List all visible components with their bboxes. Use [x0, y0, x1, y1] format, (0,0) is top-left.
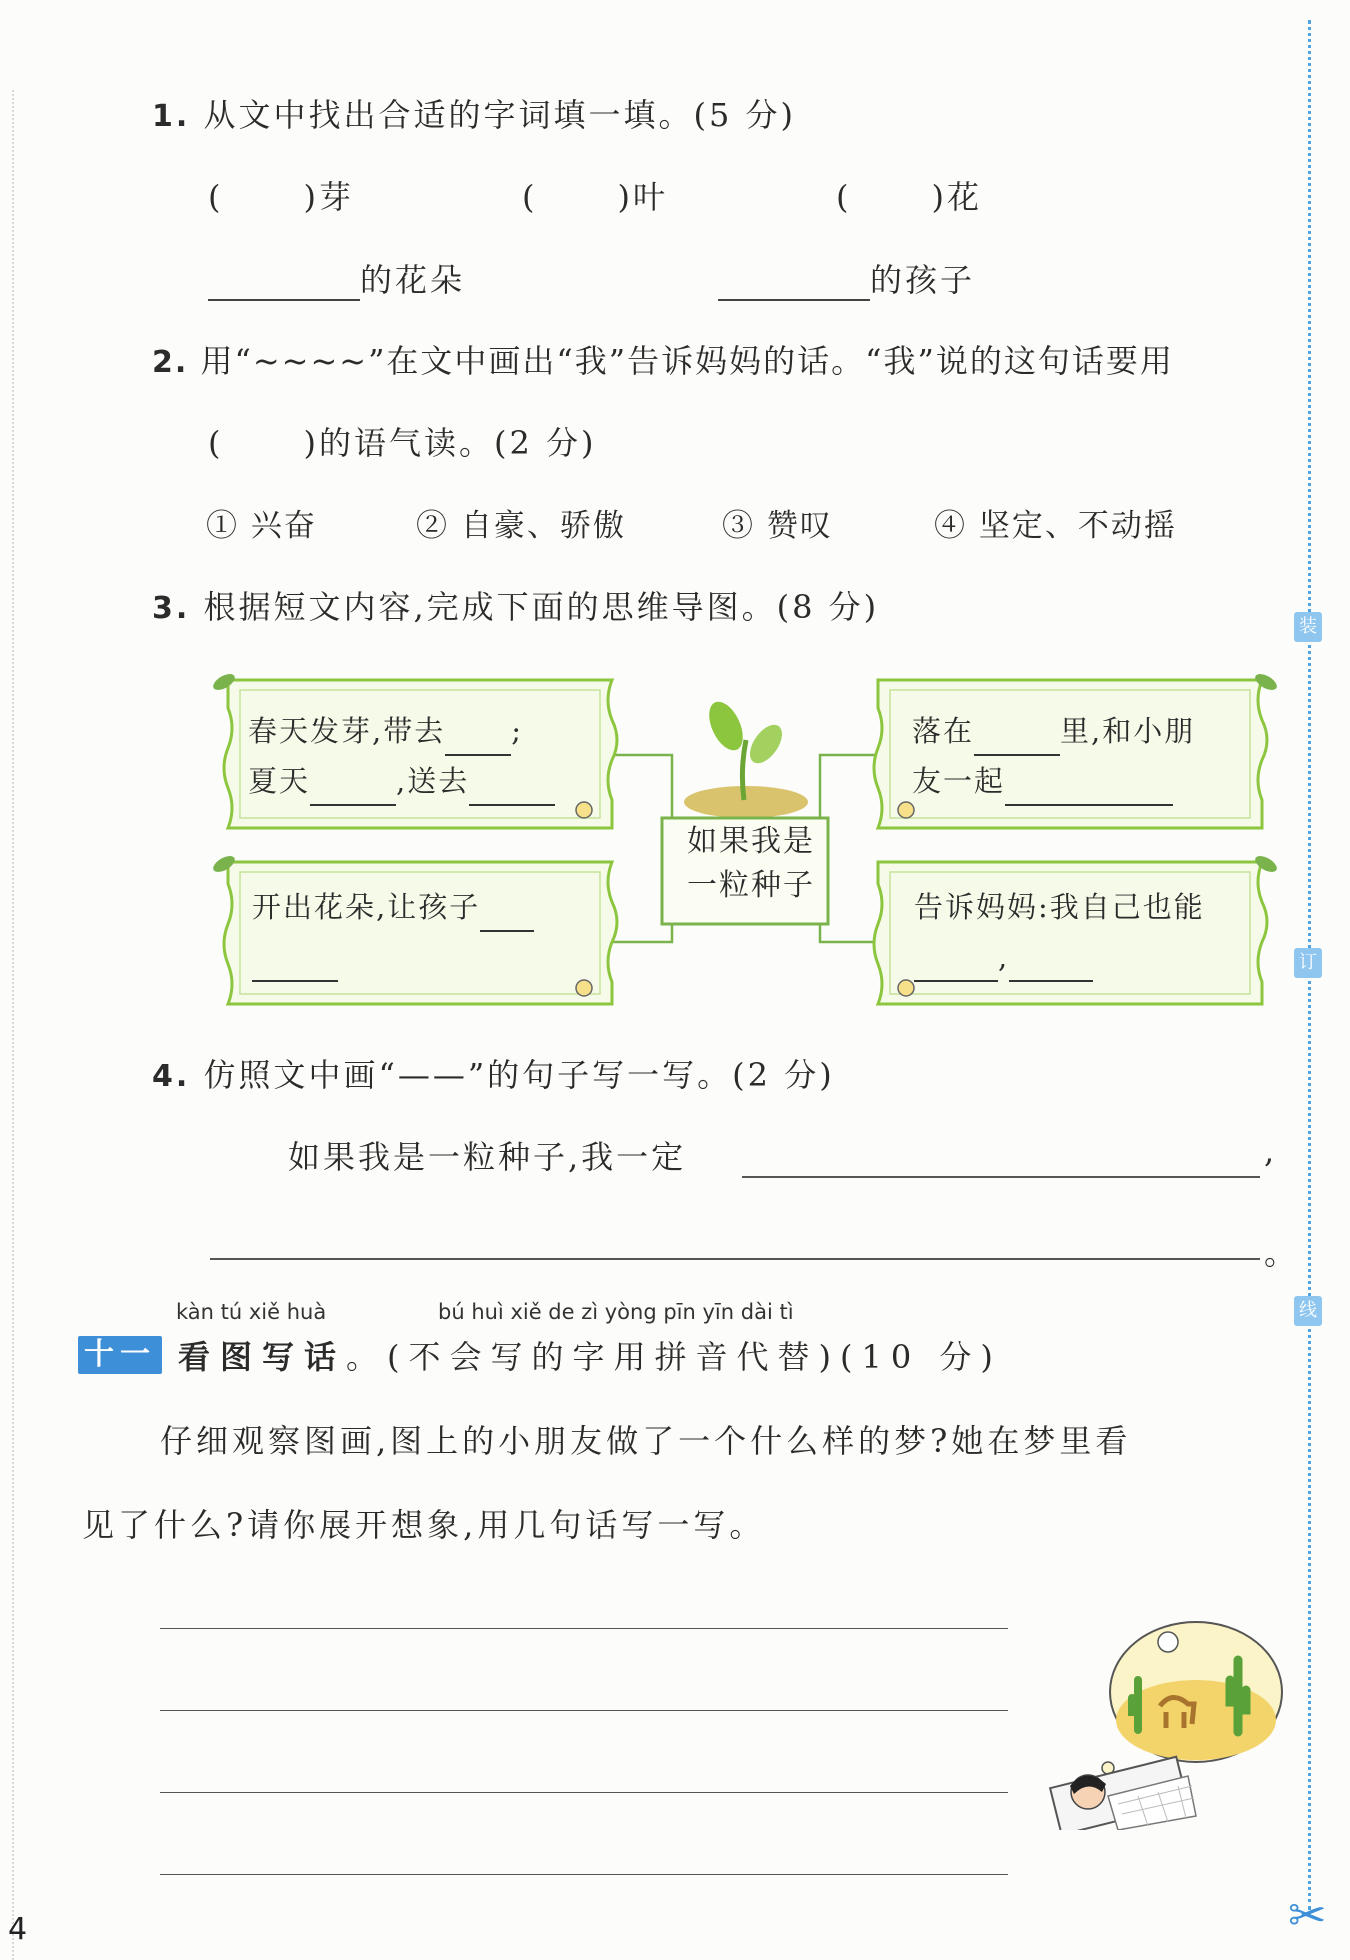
question-3 [152, 582, 879, 628]
blank-line[interactable] [1009, 950, 1093, 982]
q4-comma: , [1264, 1132, 1278, 1170]
scissors-icon: ✂ [1288, 1888, 1327, 1942]
q2-option-1[interactable]: ① 兴奋 [206, 508, 317, 544]
box1-line1-text: 春天发芽,带去 [248, 714, 446, 748]
center-line-2: 一粒种子 [687, 868, 815, 903]
q4-sentence: 如果我是一粒种子,我一定 [288, 1138, 687, 1176]
mind-map-center [676, 820, 826, 908]
section-rest-pinyin: bú huì xiě de zì yòng pīn yīn dài tì [438, 1300, 794, 1324]
q1-blank-flower[interactable] [836, 172, 982, 218]
q1-sprout-label: )芽 [303, 178, 354, 216]
mind-map-box-2 [252, 882, 534, 982]
question-1-number: 1. [152, 99, 191, 134]
mind-map-box-1 [248, 706, 555, 806]
section-title-rest: 。(不会写的字用拼音代替)(10 分) [346, 1338, 1002, 1376]
blank-line[interactable] [718, 259, 870, 301]
q1-leaf-label: )叶 [617, 178, 668, 216]
q2-option-4[interactable]: ④ 坚定、不动摇 [934, 508, 1177, 544]
q2-option-3[interactable]: ③ 赞叹 [722, 508, 833, 544]
box3-line1-text-b: 里,和小朋 [1060, 714, 1196, 748]
box4-comma: , [998, 940, 1010, 974]
box1-semicolon: ; [511, 714, 523, 748]
dream-illustration [1048, 1620, 1288, 1830]
mind-map-box-4 [914, 882, 1205, 982]
q4-blank-line-1[interactable] [742, 1176, 1260, 1178]
blank-line[interactable] [310, 774, 396, 806]
paren-open: ( [522, 178, 538, 216]
writing-line-3[interactable] [160, 1792, 1008, 1793]
q1-children-label: 的孩子 [870, 261, 976, 299]
side-tag-1: 装 [1294, 612, 1322, 642]
question-4-text: 仿照文中画“——”的句子写一写。(2 分) [203, 1056, 835, 1094]
question-1-text: 从文中找出合适的字词填一填。(5 分) [203, 96, 796, 134]
section-number-badge: 十一 [78, 1336, 162, 1374]
q2-option-2[interactable]: ② 自豪、骄傲 [416, 508, 626, 544]
blank-line[interactable] [480, 900, 534, 932]
q4-period: 。 [1264, 1234, 1300, 1272]
q2-tone-blank[interactable] [208, 418, 596, 464]
side-tag-3: 线 [1294, 1296, 1322, 1326]
paren-open: ( [208, 178, 224, 216]
question-2 [152, 336, 1174, 382]
q1-flower-label: )花 [931, 178, 982, 216]
q1-flowers-label: 的花朵 [360, 261, 466, 299]
blank-line[interactable] [974, 724, 1060, 756]
blank-line[interactable] [445, 724, 511, 756]
question-2-number: 2. [152, 345, 189, 380]
section-prompt-line-1: 仔细观察图画,图上的小朋友做了一个什么样的梦?她在梦里看 [160, 1422, 1132, 1460]
blank-line[interactable] [914, 950, 998, 982]
blank-line[interactable] [469, 774, 555, 806]
question-3-number: 3. [152, 591, 191, 626]
question-4-number: 4. [152, 1059, 191, 1094]
box2-line1-text: 开出花朵,让孩子 [252, 890, 481, 924]
section-title: 看图写话 [178, 1338, 347, 1376]
left-margin-line [12, 90, 14, 1960]
box4-line1-text: 告诉妈妈:我自己也能 [914, 890, 1205, 924]
question-3-text: 根据短文内容,完成下面的思维导图。(8 分) [203, 588, 880, 626]
q4-blank-line-2[interactable] [210, 1258, 1260, 1260]
center-line-1: 如果我是 [687, 824, 815, 859]
section-prompt-line-2: 见了什么?请你展开想象,用几句话写一写。 [82, 1506, 766, 1544]
q1-blank-sprout[interactable] [208, 172, 354, 218]
paren-open: ( [208, 424, 224, 462]
q1-blank-children[interactable] [718, 255, 975, 301]
blank-line[interactable] [1005, 774, 1173, 806]
side-tag-2: 订 [1294, 948, 1322, 978]
blank-line[interactable] [208, 259, 360, 301]
blank-line[interactable] [252, 950, 338, 982]
box1-line2-text-b: ,送去 [396, 764, 470, 798]
q1-blank-leaf[interactable] [522, 172, 668, 218]
q1-blank-flowers[interactable] [208, 255, 465, 301]
question-2-text: 用“~~~~”在文中画出“我”告诉妈妈的话。“我”说的这句话要用 [200, 342, 1174, 380]
page-number: 4 [8, 1912, 28, 1947]
section-title-pinyin: kàn tú xiě huà [176, 1300, 327, 1324]
box1-line2-text: 夏天 [248, 764, 311, 798]
writing-line-2[interactable] [160, 1710, 1008, 1711]
section-11-title [178, 1332, 1002, 1378]
box3-line2-text: 友一起 [912, 764, 1006, 798]
paren-open: ( [836, 178, 852, 216]
writing-line-4[interactable] [160, 1874, 1008, 1875]
writing-line-1[interactable] [160, 1628, 1008, 1629]
question-4 [152, 1050, 835, 1096]
mind-map-box-3 [912, 706, 1195, 806]
question-1 [152, 90, 796, 136]
box3-line1-text: 落在 [912, 714, 975, 748]
q2-tone-text: )的语气读。(2 分) [303, 424, 597, 462]
